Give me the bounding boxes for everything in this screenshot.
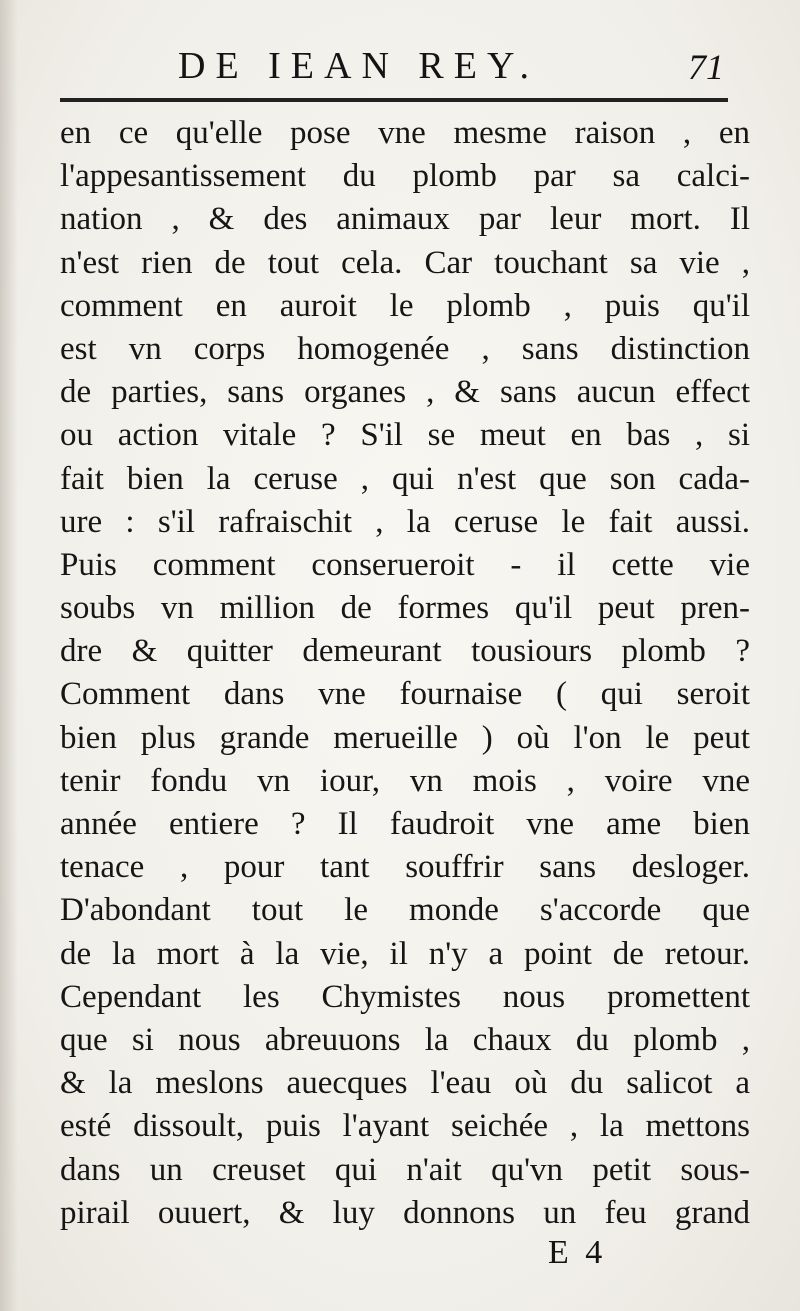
text-line: dre & quitter demeurant tousiours plomb ? bbox=[60, 633, 750, 670]
page-number: 71 bbox=[688, 47, 724, 87]
page-header bbox=[60, 40, 740, 98]
text-line: fait bien la ceruse , qui n'est que son cada- bbox=[60, 460, 750, 497]
text-line: & la meslons auecques l'eau où du salicot a bbox=[60, 1065, 750, 1102]
text-line: ou action vitale ? S'il se meut en bas , si bbox=[60, 417, 750, 454]
text-line: pirail ouuert, & luy donnons un feu grand bbox=[60, 1194, 750, 1231]
text-line: en ce qu'elle pose vne mesme raison , en bbox=[60, 115, 750, 151]
text-line: esté dissoult, puis l'ayant seichée , la mettons bbox=[60, 1108, 750, 1145]
text-line: nation , & des animaux par leur mort. Il bbox=[60, 201, 750, 238]
text-line: n'est rien de tout cela. Car touchant sa vie , bbox=[60, 244, 750, 281]
signature-mark: E 4 bbox=[548, 1234, 607, 1271]
text-line: bien plus grande merueille ) où l'on le peut bbox=[60, 719, 750, 756]
body-text bbox=[60, 112, 750, 1235]
text-line: que si nous abreuuons la chaux du plomb , bbox=[60, 1021, 750, 1058]
text-line: tenace , pour tant souffrir sans desloger. bbox=[60, 849, 750, 886]
text-line: l'appesantissement du plomb par sa calci- bbox=[60, 158, 750, 195]
text-line: soubs vn million de formes qu'il peut pren- bbox=[60, 590, 750, 627]
text-line: Puis comment conserueroit - il cette vie bbox=[60, 546, 750, 583]
text-line: comment en auroit le plomb , puis qu'il bbox=[60, 287, 750, 324]
text-line: année entiere ? Il faudroit vne ame bien bbox=[60, 806, 750, 842]
text-line: ure : s'il rafraischit , la ceruse le fait aussi. bbox=[60, 503, 750, 540]
text-line: de la mort à la vie, il n'y a point de retour. bbox=[60, 935, 750, 972]
text-line: Cependant les Chymistes nous promettent bbox=[60, 978, 750, 1015]
text-line: Comment dans vne fournaise ( qui seroit bbox=[60, 676, 750, 713]
text-line: de parties, sans organes , & sans aucun effect bbox=[60, 374, 750, 411]
text-line: est vn corps homogenée , sans distinction bbox=[60, 330, 750, 367]
text-line: D'abondant tout le monde s'accorde que bbox=[60, 892, 750, 929]
text-line: dans un creuset qui n'ait qu'vn petit sous- bbox=[60, 1151, 750, 1188]
page-gutter-shadow bbox=[0, 0, 18, 1311]
header-rule bbox=[60, 98, 728, 102]
running-head: DE IEAN REY. bbox=[178, 45, 540, 87]
text-line: tenir fondu vn iour, vn mois , voire vne bbox=[60, 762, 750, 799]
